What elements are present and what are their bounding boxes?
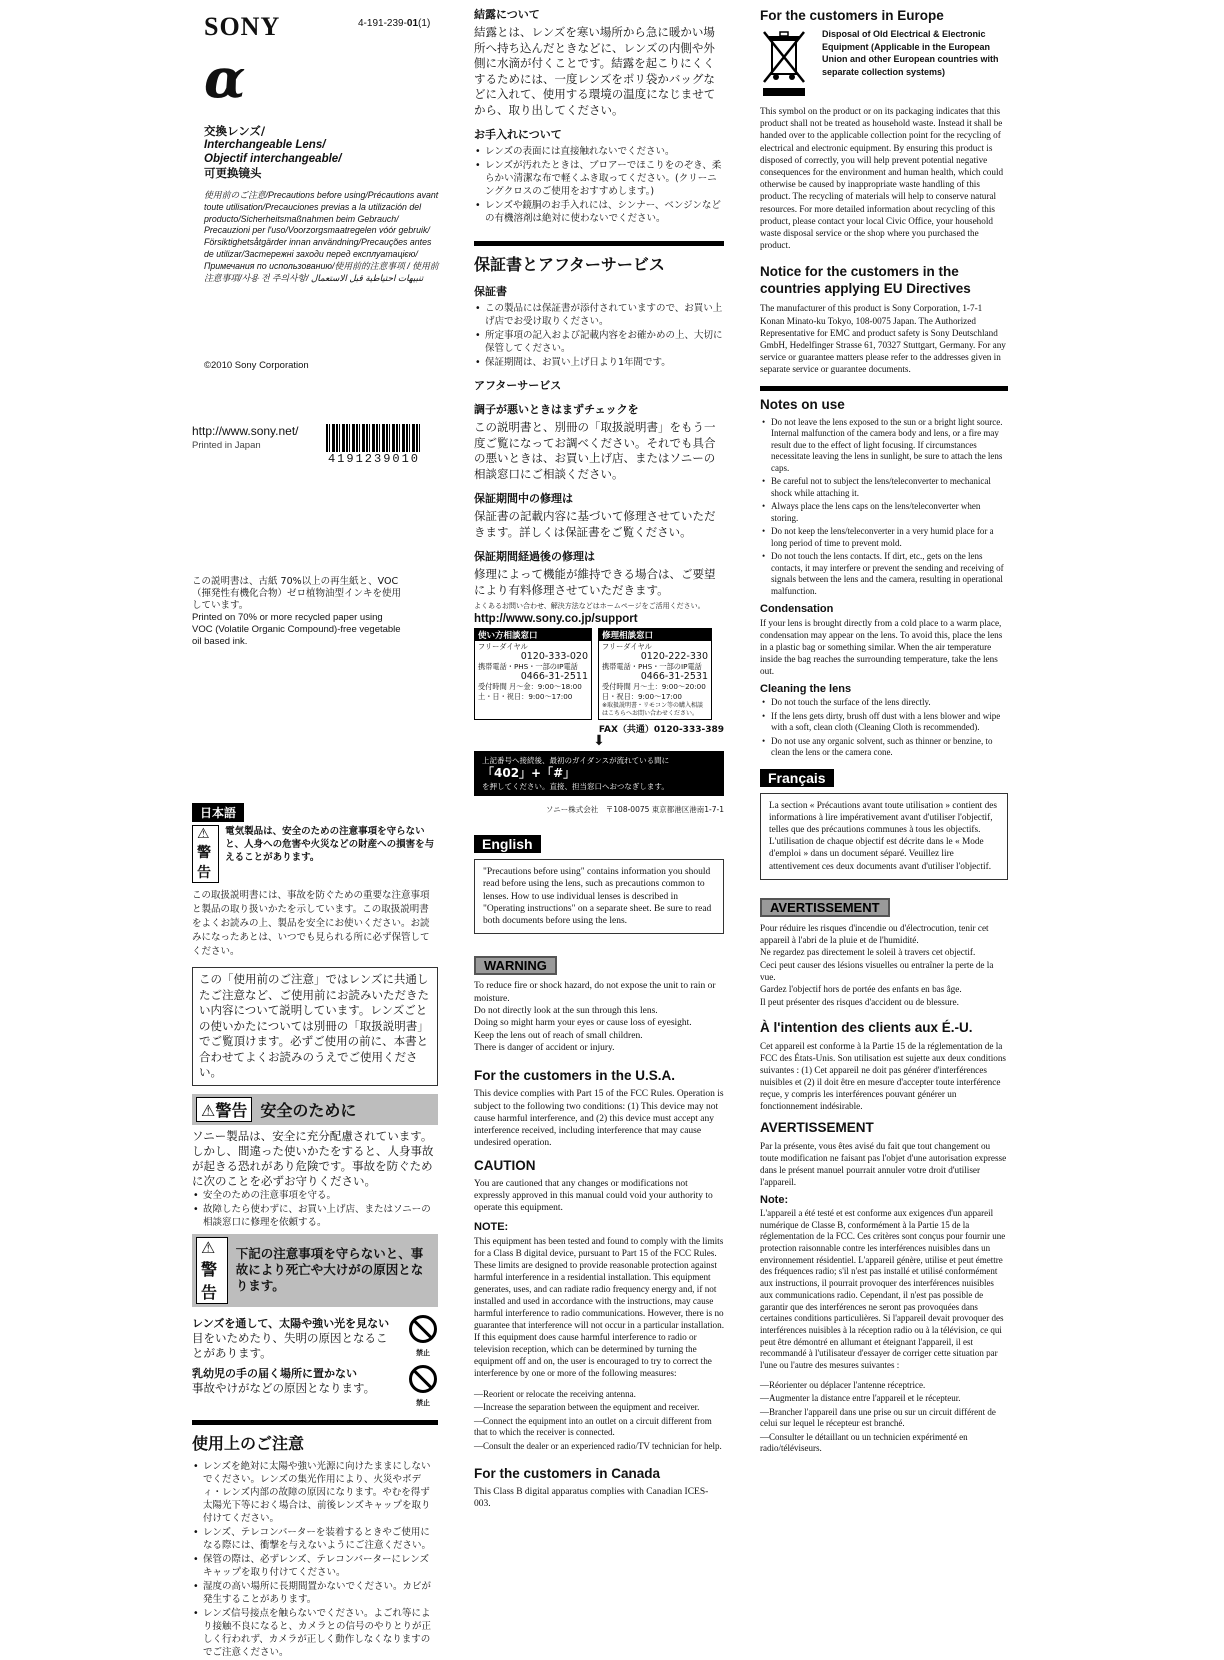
contact-repair-phs-number: 0466-31-2531 (640, 671, 708, 682)
safety-title: 安全のために (260, 1100, 357, 1120)
warning-tag: WARNING (474, 956, 557, 975)
list-item: • 安全のための注意事項を守る。 (203, 1189, 438, 1202)
sony-logo: SONY (204, 12, 281, 41)
french-usa-text: Cet appareil est conforme à la Partie 15 de la réglementation de la FCC des États-Unis. Son utilisation est sujette aux deux conditions suivantes : (1) Cet appareil ne doit pas générer d'interférences nuisibles et (2) il doit être en mesure d'accepter toute interférence reçue, y compris les interférences pouvant générer un fonctionnement indésirable. (760, 1040, 1007, 1111)
barcode (326, 424, 422, 466)
list-item: • レンズ信号接点を触らないでください。よごれ等により接触不良になると、カメラとの信号のやりとりが正しく行われず、カメラが正しく動作しなくなりますのでご注意ください。 (203, 1607, 438, 1659)
list-item: • レンズが汚れたときは、ブロアーでほこりをのぞき、柔らかい清潔な布で軽くふき取ってください。(クリーニングクロスのご使用をおすすめします。) (485, 159, 724, 198)
prohibited-icon (409, 1315, 437, 1343)
safety-warning-icon: ⚠警告 (196, 1097, 252, 1122)
prohibited-icon (409, 1365, 437, 1393)
product-name (204, 124, 440, 180)
contact-repair-note: ※取扱説明書・リモコン等の購入相談はこちらへお問い合わせください。 (602, 702, 704, 717)
usage-list (192, 1460, 438, 1659)
alpha-logo: α (204, 46, 246, 110)
lang-tag-french: Français (760, 769, 834, 787)
warning-icon: ⚠警告 (192, 825, 219, 883)
warning-line: There is danger of accident or injury. (474, 1042, 615, 1053)
french-section (760, 769, 1008, 1455)
english-section (474, 835, 724, 1511)
lang-tag-english: English (474, 835, 541, 853)
list-item: —Consult the dealer or an experienced radio/TV technician for help. (474, 1440, 722, 1451)
cleaning-list (760, 697, 1008, 759)
cleaning-title: Cleaning the lens (760, 683, 852, 696)
guidance-text-2: を押してください。直接、担当窓口へおつなぎします。 (482, 782, 669, 791)
recycle-note-en: Printed on 70% or more recycled paper using VOC (Volatile Organic Compound)-free vegetable oil based ink. (192, 612, 401, 647)
child-warning (192, 1365, 438, 1408)
prohibited-label: 禁止 (416, 1348, 430, 1357)
list-item: • If the lens gets dirty, brush off dust with a lens blower and wipe with a soft, clean cloth (Cleaning Cloth is recommended). (771, 711, 1008, 734)
eu-text: The manufacturer of this product is Sony Corporation, 1-7-1 Konan Minato-ku Tokyo, 108-0075 Japan. The Authorized Representative for EMC and product safety is Sony Deutschland GmbH, Hedelfinger Strasse 61, 70327 Stuttgart, Germany. For any service or guarantee matters please refer to the addresses given in separate service or guarantee documents. (760, 303, 1006, 375)
prohibited-label: 禁止 (416, 1398, 430, 1407)
weee-heading: Disposal of Old Electrical & Electronic Equipment (Applicable in the European Union and other European countries with separate collection systems) (822, 29, 999, 77)
list-item: —Reorient or relocate the receiving antenna. (474, 1388, 636, 1399)
french-avert-text: Par la présente, vous êtes avisé du fait que tout changement ou toute modification ne faisant pas l'objet d'une autorisation expresse dans le présent manuel pourrait annuler votre droit d'utiliser l'appareil. (760, 1140, 1007, 1187)
after-warranty-title: 保証期間経過後の修理は (474, 550, 595, 563)
child-warning-text: 事故やけがなどの原因となります。 (192, 1380, 376, 1395)
contact-usage-phs-number: 0466-31-2511 (520, 671, 588, 682)
warning-line: Gardez l'objectif hors de portée des enfants en bas âge. (760, 984, 962, 995)
usa-title: For the customers in the U.S.A. (474, 1068, 676, 1084)
contact-usage-phs-label: 携帯電話・PHS・一部のIP電話 (478, 662, 578, 671)
contact-usage-hours: 受付時間 月〜金：9:00〜18:00 土・日・祝日：9:00〜17:00 (478, 682, 582, 701)
condensation-text-ja: 結露とは、レンズを寒い場所から急に暖かい場所へ持ち込んだときなどに、レンズの内側や外側に水滴が付くことです。結露を起こりにくくするためには、一度レンズをポリ袋かバッグなどに入れて、使用する環境の温度になじませてから、取り出してください。 (474, 25, 716, 117)
list-item: • Do not leave the lens exposed to the sun or a bright light source. Internal malfunction of the camera body and lens, or a fire may result due to the effect of light focusing. If circumstances necessitate leaving the lens in sunlight, be sure to attach the lens caps. (771, 417, 1008, 475)
list-item: • レンズの表面には直接触れないでください。 (485, 145, 724, 158)
japanese-section (192, 803, 438, 1660)
list-item: • 保管の際は、必ずレンズ、テレコンバーターにレンズキャップを取り付けてください。 (203, 1553, 438, 1579)
after-service-title: アフターサービス (474, 379, 562, 392)
list-item: —Connect the equipment into an outlet on a circuit different from that to which the receiver is connected. (474, 1415, 712, 1438)
intro-paragraph: この取扱説明書には、事故を防ぐための重要な注意事項と製品の取り扱いかたを示しています。この取扱説明書をよくお読みの上、製品を安全にお使いください。お読みになったあとは、いつでも見られる所に必ず保管してください。 (192, 890, 430, 957)
english-intro-box: "Precautions before using" contains information you should read before using the lens, such as precautions common to lenses. How to use individual lenses is described in "Operating instructions" on a separate sheet. Be sure to read both documents before using the lens. (474, 859, 724, 934)
warning-lines (474, 980, 724, 1054)
sony-url: http://www.sony.net/ (192, 424, 299, 438)
condensation-title-ja: 結露について (474, 8, 540, 21)
french-warning-lines (760, 922, 1008, 1008)
list-item: —Increase the separation between the equipment and receiver. (474, 1402, 700, 1413)
warning-line: Doing so might harm your eyes or cause loss of eyesight. (474, 1018, 692, 1029)
list-item: —Réorienter ou déplacer l'antenne réceptrice. (760, 1379, 926, 1390)
warning-line: Ceci peut causer des lésions visuelles ou entraîner la perte de la vue. (760, 959, 994, 983)
list-item: • 湿度の高い場所に長期間置かないでください。カビが発生することがあります。 (203, 1580, 438, 1606)
precautions-multilang: 使用前のご注意/Precautions before using/Précautions avant toute utilisation/Precauciones previas a la utilización del producto/Sicherheitsmaßnahmen beim Gebrauch/ Precauzioni per l'uso/Voorzorgsmaatregelen vóór gebruik/ Försiktighetsåtgärder innan användning/Precauções antes de utilizar/Застережні заходи перед експлуатацією/ Примечания по использованию/使用前的注意事项 / 使用前注意事項/사용 전 주의사항/ تنبيهات احتياطية قبل الاستعمال (204, 190, 439, 283)
list-item: • レンズを絶対に太陽や強い光源に向けたままにしないでください。レンズの集光作用により、火災やボディ・レンズ内部の故障の原因になります。やむを得ず太陽光下等におく場合は、前後レンズキャップを取り付けてください。 (203, 1460, 438, 1525)
notes-title: Notes on use (760, 396, 845, 412)
list-item: • Do not touch the surface of the lens directly. (771, 697, 1008, 709)
contact-usage-free-number: 0120-333-020 (520, 651, 588, 662)
list-item: • 所定事項の記入および記載内容をお確かめの上、大切に保管してください。 (485, 329, 724, 355)
usage-title: 使用上のご注意 (192, 1433, 305, 1453)
list-item: • Always place the lens caps on the lens/teleconverter when storing. (771, 501, 1008, 524)
list-item: • Be careful not to subject the lens/teleconverter to mechanical shock while attaching it. (771, 476, 1008, 499)
in-warranty-text: 保証書の記載内容に基づいて修理させていただきます。詳しくは保証書をご覧ください。 (474, 509, 716, 539)
usa-text: This device complies with Part 15 of the FCC Rules. Operation is subject to the following two conditions: (1) This device may not cause harmful interference, and (2) this device must accept any interference received, including interference that may cause undesired operation. (474, 1089, 724, 1149)
warning-intro: 電気製品は、安全のための注意事項を守らないと、人身への危害や火災などの財産への損害を与えることがあります。 (225, 826, 435, 863)
list-item: —Augmenter la distance entre l'appareil et le récepteur. (760, 1393, 961, 1404)
weee-text: This symbol on the product or on its packaging indicates that this product shall not be treated as household waste. Instead it shall be handed over to the applicable collection point for the recycling of electrical and electronic equipment. By ensuring this product is disposed of correctly, you will help prevent potential negative consequences for the environment and human health, which could otherwise be caused by inappropriate waste handling of this product. The recycling of materials will help to conserve natural resources. For more detailed information about recycling of this product, please contact your local Civic Office, your household waste disposal service or the shop where you purchased the product. (760, 106, 1004, 251)
warranty-list (474, 302, 724, 369)
list-item: • レンズ、テレコンバーターを装着するときやご使用になる際には、衝撃を与えないようにご注意ください。 (203, 1526, 438, 1552)
contact-repair-title: 修理相談窓口 (599, 629, 711, 641)
note-text: This equipment has been tested and found to comply with the limits for a Class B digital device, pursuant to Part 15 of the FCC Rules. These limits are designed to provide reasonable protection against harmful interference in a residential installation. This equipment generates, uses, and can radiate radio frequency energy and, if not installed and used in accordance with the instructions, may cause harmful interference to radio communications. However, there is no guarantee that interference will not occur in a particular installation. If this equipment does cause harmful interference to radio or television reception, which can be determined by turning the equipment off and on, the user is encouraged to try to correct the interference by one or more of the following measures: (474, 1235, 724, 1378)
guidance-box (474, 751, 724, 796)
french-note-text: L'appareil a été testé et est conforme aux exigences d'un appareil numérique de Classe B, conformément à la Partie 15 de la réglementation de la FCC. Ces critères sont conçus pour fournir une protection raisonnable contre les interférences nuisibles dans un environnement résidentiel. L'appareil génère, utilise et peut émettre des fréquences radio; s'il n'est pas installé et utilisé conformément aux instructions, il pourrait provoquer des interférences nuisibles aux communications radio. Cependant, il n'est pas possible de garantir que des interférences ne seront pas provoquées dans certaines conditions particulières. Si l'appareil devait provoquer des interférences nuisibles à la réception radio ou à la télévision, ce qui peut être démontré en allumant et éteignant l'appareil, il est recommandé à l'utilisateur d'essayer de corriger cette situation par l'une ou l'autre des mesures suivantes : (760, 1207, 1006, 1371)
intro-box: この「使用前のご注意」ではレンズに共通したご注意など、ご使用前にお読みいただきたい内容について説明しています。レンズごとの使いかたについては別冊の「取扱説明書」でご覧頂けます。必ずご使用の前に、本書と合わせてよくお読みのうえでご使用ください。 (192, 967, 438, 1086)
list-item: —Brancher l'appareil dans une prise ou sur un circuit différent de celui sur lequel le récepteur est branché. (760, 1406, 996, 1429)
column-3 (760, 0, 1008, 1457)
product-name-en: Interchangeable Lens/ (204, 139, 326, 151)
caution-title: CAUTION (474, 1157, 536, 1173)
warning-line: Ne regardez pas directement le soleil à travers cet objectif. (760, 947, 976, 958)
list-item: • この製品には保証書が添付されていますので、お買い上げ店でお受け取りください。 (485, 302, 724, 328)
contact-repair-phs-label: 携帯電話・PHS・一部のIP電話 (602, 662, 702, 671)
avertissement-tag: AVERTISSEMENT (760, 898, 890, 917)
doc-code: 4-191-239-01(1) (358, 18, 431, 29)
french-note-title: Note: (760, 1193, 789, 1206)
check-text: この説明書と、別冊の「取扱説明書」をもう一度ご覧になってお調べください。それでも具合の悪いときは、お買い上げ店、またはソニーの相談窓口にご相談ください。 (474, 420, 716, 481)
inquiry-note: よくあるお問い合わせ、解決方法などはホームページをご活用ください。 (474, 602, 705, 610)
child-warning-title: 乳幼児の手の届く場所に置かない (192, 1366, 357, 1380)
product-name-fr: Objectif interchangeable/ (204, 153, 342, 165)
barcode-bars (326, 424, 422, 452)
after-warranty-text: 修理によって機能が維持できる場合は、ご要望により有料修理させていただきます。 (474, 567, 716, 597)
contact-repair-free-number: 0120-222-330 (640, 651, 708, 662)
sun-warning-title: レンズを通して、太陽や強い光を見ない (192, 1316, 390, 1330)
sun-warning-text: 目をいためたり、失明の原因となることがあります。 (192, 1330, 388, 1360)
list-item: • Do not keep the lens/teleconverter in a very humid place for a long period of time to prevent mold. (771, 526, 1008, 549)
weee-icon (760, 28, 814, 103)
fax-number: FAX（共通）0120-333-389 (598, 725, 724, 735)
warranty-subtitle: 保証書 (474, 285, 507, 298)
caution-text: You are cautioned that any changes or modifications not expressly approved in this manual could void your authority to operate this equipment. (474, 1178, 713, 1214)
danger-text: 下記の注意事項を守らないと、事故により死亡や大けがの原因となります。 (235, 1246, 424, 1293)
weee-block (760, 28, 1008, 103)
product-name-ja: 交換レンズ/ (204, 124, 266, 138)
contact-usage-free-label: フリーダイヤル (478, 642, 528, 651)
barcode-number: 4191239010 (327, 452, 420, 466)
list-item: • 故障したら使わずに、お買い上げ店、またはソニーの相談窓口に修理を依頼する。 (203, 1203, 438, 1229)
safety-list (192, 1189, 438, 1229)
care-list-ja (474, 145, 724, 225)
recycle-note-ja: この説明書は、古紙 70%以上の再生紙と、VOC（揮発性有機化合物）ゼロ植物油型インキを使用しています。 (192, 576, 402, 611)
condensation-text: If your lens is brought directly from a cold place to a warm place, condensation may appear on the lens. To avoid this, place the lens in a plastic bag or something similar. When the air temperature inside the bag reaches the surrounding temperature, take the lens out. (760, 618, 1003, 677)
recycle-note (192, 576, 402, 648)
french-intro-box: La section « Précautions avant toute utilisation » contient des informations à lire impérativement avant d'utiliser l'objectif, telles que des précautions communes à tous les objectifs. L'utilisation de chaque objectif est décrite dans le « Mode d'emploi » dans un document séparé. Veuillez lire attentivement ces deux documents avant d'utiliser l'objectif. (760, 793, 1008, 880)
list-item: —Consulter le détaillant ou un technicien expérimenté en radio/téléviseurs. (760, 1431, 968, 1454)
warning-line: Keep the lens out of reach of small children. (474, 1030, 643, 1041)
note-measures (474, 1389, 724, 1453)
warning-line: Il peut présenter des risques d'accident ou de blessure. (760, 996, 959, 1007)
danger-header (192, 1234, 438, 1307)
safety-header (192, 1094, 438, 1125)
guidance-code: 「402」+「#」 (482, 766, 576, 780)
contact-usage-title: 使い方相談窓口 (475, 629, 591, 641)
warranty-title: 保証書とアフターサービス (474, 255, 665, 274)
sun-warning (192, 1315, 438, 1361)
product-name-zh: 可更换镜头 (204, 166, 262, 180)
arrow-down-icon: ⬇ (593, 734, 605, 749)
printed-in: Printed in Japan (192, 440, 261, 451)
warning-intro-row (192, 825, 438, 883)
contact-repair (598, 628, 712, 720)
column-2 (474, 0, 724, 1511)
lang-tag-japanese: 日本語 (192, 803, 244, 822)
french-note-measures (760, 1380, 1008, 1455)
guidance-text-1: 上記番号へ接続後、最初のガイダンスが流れている間に (482, 756, 670, 765)
contact-repair-hours: 受付時間 月〜土：9:00〜20:00 日・祝日：9:00〜17:00 (602, 682, 706, 701)
warning-line: To reduce fire or shock hazard, do not expose the unit to rain or moisture. (474, 981, 716, 1004)
list-item: • レンズや鏡胴のお手入れには、シンナー、ベンジンなどの有機溶剤は絶対に使わないでください。 (485, 199, 724, 225)
list-item: • Do not use any organic solvent, such as thinner or benzine, to clean the lens or the camera cone. (771, 736, 1008, 759)
europe-title: For the customers in Europe (760, 8, 944, 23)
in-warranty-title: 保証期間中の修理は (474, 492, 573, 505)
condensation-title: Condensation (760, 603, 834, 616)
copyright: ©2010 Sony Corporation (204, 360, 309, 371)
canada-text: This Class B digital apparatus complies with Canadian ICES-003. (474, 1487, 709, 1510)
danger-warning-icon: ⚠警告 (196, 1237, 228, 1304)
check-title: 調子が悪いときはまずチェックを (474, 403, 639, 416)
warning-line: Pour réduire les risques d'incendie ou d'électrocution, tenir cet appareil à l'abri de la pluie et de l'humidité. (760, 922, 989, 946)
list-item: • Do not touch the lens contacts. If dirt, etc., gets on the lens contacts, it may interfere or prevent the sending and receiving of signals between the lens and the camera, resulting in operational malfunction. (771, 551, 1008, 597)
safety-paragraph: ソニー製品は、安全に充分配慮されています。しかし、間違った使いかたをすると、人身事故が起きる恐れがあり危険です。事故を防ぐために次のことを必ずお守りください。 (192, 1128, 434, 1188)
warning-line: Do not directly look at the sun through this lens. (474, 1006, 658, 1017)
eu-title: Notice for the customers in the countries applying EU Directives (760, 264, 971, 297)
french-avert-title: AVERTISSEMENT (760, 1119, 874, 1135)
care-title-ja: お手入れについて (474, 128, 562, 141)
notes-list (760, 417, 1008, 598)
company-address: ソニー株式会社 〒108-0075 東京都港区港南1-7-1 (545, 805, 724, 814)
support-link[interactable]: http://www.sony.co.jp/support (474, 613, 638, 625)
canada-title: For the customers in Canada (474, 1466, 661, 1482)
contact-table (474, 628, 724, 720)
contact-usage (474, 628, 592, 720)
note-title: NOTE: (474, 1220, 509, 1233)
contact-repair-free-label: フリーダイヤル (602, 642, 652, 651)
french-usa-title: À l'intention des clients aux É.-U. (760, 1019, 973, 1035)
list-item: • 保証期間は、お買い上げ日より1年間です。 (485, 356, 724, 369)
